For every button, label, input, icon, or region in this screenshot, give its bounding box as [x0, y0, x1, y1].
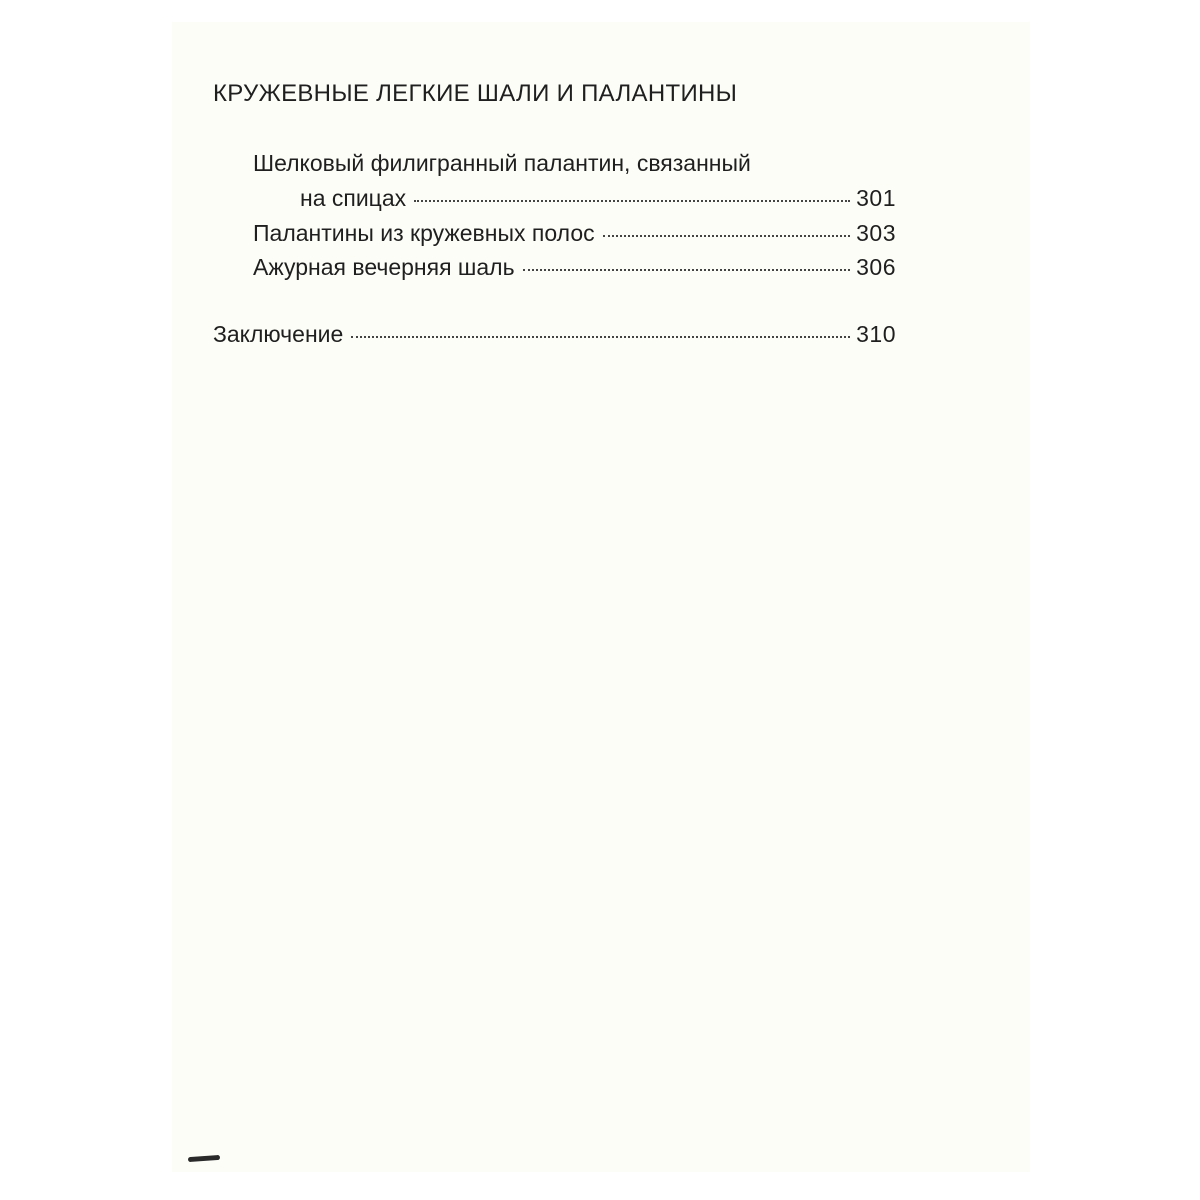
- dot-leader: [351, 336, 850, 338]
- toc-entry-3: [253, 254, 896, 281]
- toc-entry-2: [253, 220, 896, 247]
- dot-leader: [414, 200, 850, 202]
- toc-entry-label: Палантины из кружевных полос: [253, 220, 595, 246]
- toc-page-number: 310: [856, 321, 896, 347]
- toc-page-number: 303: [856, 220, 896, 246]
- toc-entry-1-line-1: Шелковый филигранный палантин, связанный: [253, 150, 751, 176]
- toc-entry-1-line-2: [300, 185, 896, 212]
- dot-leader: [523, 269, 851, 271]
- toc-page-number: 306: [856, 254, 896, 280]
- section-title: КРУЖЕВНЫЕ ЛЕГКИЕ ШАЛИ И ПАЛАНТИНЫ: [213, 80, 738, 107]
- toc-entry-label: Ажурная вечерняя шаль: [253, 254, 515, 280]
- toc-conclusion: [213, 321, 896, 348]
- toc-entry-label: на спицах: [300, 185, 407, 211]
- toc-page-number: 301: [856, 185, 896, 211]
- toc-entry-label: Заключение: [213, 321, 344, 347]
- dot-leader: [603, 235, 851, 237]
